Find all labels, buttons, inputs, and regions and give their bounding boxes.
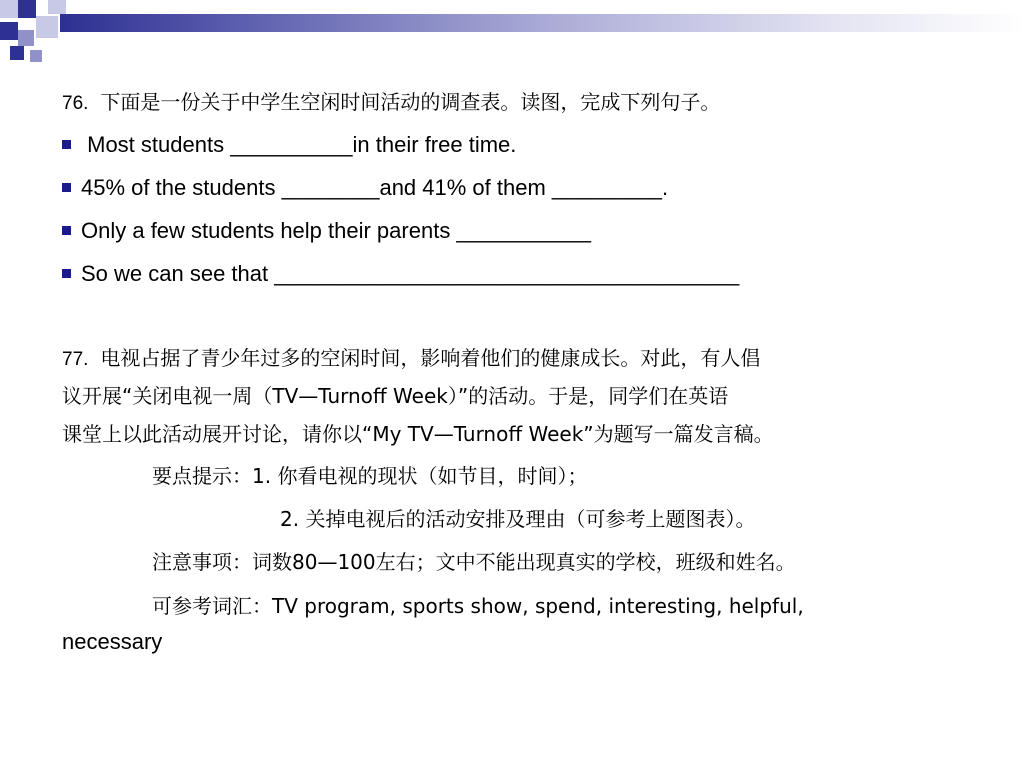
- square-bullet-icon: [62, 183, 71, 192]
- q76-item: [62, 131, 516, 159]
- q76-item: [62, 174, 668, 202]
- q76-item-text: Most students __________in their free time.: [87, 132, 517, 157]
- q76-item: [62, 260, 739, 288]
- q76-prompt-line: [62, 88, 720, 118]
- q77-number: 77.: [62, 349, 89, 370]
- q77-vocab: 可参考词汇：TV program, sports show, spend, interesting, helpful,: [152, 594, 804, 618]
- header-decoration: [0, 0, 90, 70]
- q76-number: 76.: [62, 93, 89, 114]
- q77-paragraph-line: 课堂上以此活动展开讨论，请你以“My TV—Turnoff Week”为题写一篇发言稿。: [62, 422, 774, 446]
- square-bullet-icon: [62, 269, 71, 278]
- q76-item-text: Only a few students help their parents ___________: [81, 218, 592, 243]
- deco-square: [30, 50, 42, 62]
- q77-tip-2: 2. 关掉电视后的活动安排及理由（可参考上题图表）。: [280, 507, 756, 531]
- q77-paragraph-line: [62, 344, 760, 374]
- q77-paragraph-line: 议开展“关闭电视一周（TV—Turnoff Week）”的活动。于是，同学们在英语: [62, 384, 729, 408]
- q76-item: [62, 217, 591, 245]
- q77-notes: 注意事项：词数80—100左右；文中不能出现真实的学校，班级和姓名。: [152, 550, 796, 574]
- square-bullet-icon: [62, 226, 71, 235]
- q76-prompt: 下面是一份关于中学生空闲时间活动的调查表。读图，完成下列句子。: [100, 90, 721, 114]
- deco-square: [18, 30, 34, 46]
- deco-square: [10, 46, 24, 60]
- deco-square: [18, 0, 36, 18]
- deco-square: [0, 0, 18, 18]
- deco-square: [36, 16, 58, 38]
- q76-item-text: 45% of the students ________and 41% of them _________.: [81, 175, 669, 200]
- q77-tip-1: 1. 你看电视的现状（如节目，时间）；: [252, 464, 588, 488]
- deco-square: [0, 22, 18, 40]
- q77-tips-line: [152, 462, 587, 490]
- q76-item-text: So we can see that ______________________________________: [81, 261, 740, 286]
- q77-text: 电视占据了青少年过多的空闲时间，影响着他们的健康成长。对此，有人倡: [100, 346, 761, 370]
- q77-vocab-continuation: necessary: [62, 629, 163, 654]
- q77-vocab-line: [152, 592, 804, 620]
- header-gradient-bar: [60, 14, 1024, 32]
- q77-tips-label: 要点提示：: [152, 464, 252, 488]
- deco-square: [48, 0, 66, 14]
- square-bullet-icon: [62, 140, 71, 149]
